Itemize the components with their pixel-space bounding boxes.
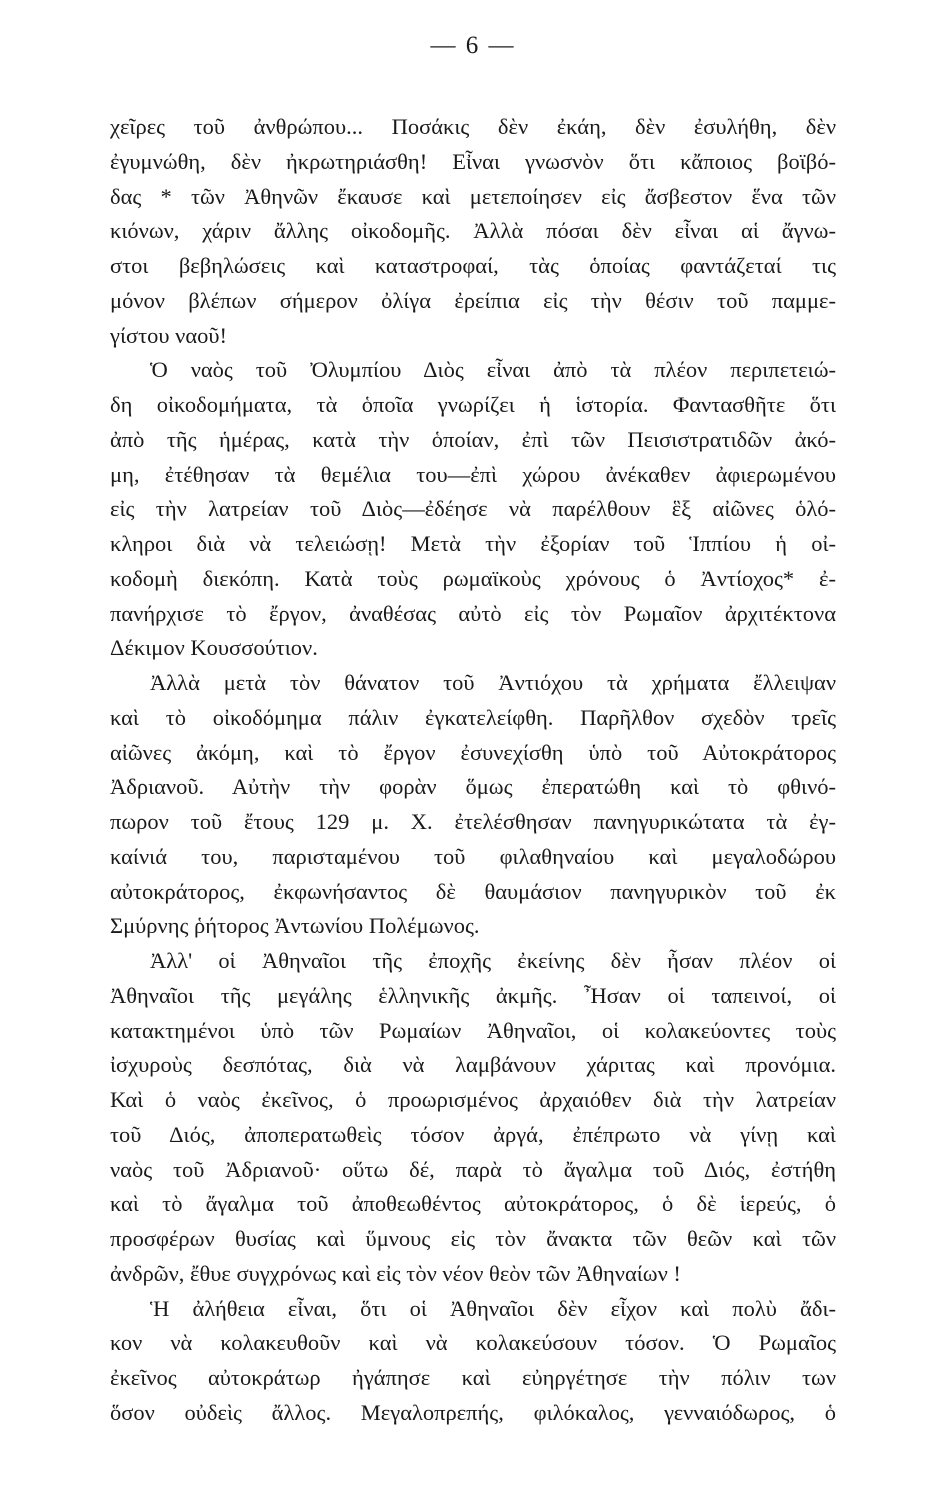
text-line: μόνον βλέπων σήμερον ὀλίγα ἐρείπια εἰς τὴν θέσιν τοῦ παμμε- (110, 287, 836, 313)
text-line: κληροι διὰ νὰ τελειώσῃ! Μετὰ τὴν ἐξορίαν τοῦ Ἱππίου ἡ οἰ- (110, 531, 836, 556)
text-line: στοι βεβηλώσεις καὶ καταστροφαί, τὰς ὁποίας φαντάζεταί τις (110, 253, 836, 278)
text-line: Σμύρνης ῥήτορος Ἀντωνίου Πολέμωνος. (110, 913, 480, 939)
text-line: αὐτοκράτορος, ἐκφωνήσαντος δὲ θαυμάσιον πανηγυρικὸν τοῦ ἐκ (110, 878, 836, 904)
text-line: μη, ἐτέθησαν τὰ θεμέλια του—ἐπὶ χώρου ἀνέκαθεν ἀφιερωμένου (110, 461, 836, 487)
text-line: κοδομὴ διεκόπη. Κατὰ τοὺς ρωμαϊκοὺς χρόνους ὁ Ἀντίοχος* ἐ- (110, 565, 836, 591)
text-line: Ἡ ἀλήθεια εἶναι, ὅτι οἱ Ἀθηναῖοι δὲν εἶχον καὶ πολὺ ἄδι- (150, 1295, 836, 1321)
text-line: κον νὰ κολακευθοῦν καὶ νὰ κολακεύσουν τόσον. Ὁ Ρωμαῖος (110, 1330, 836, 1356)
text-line: ὅσον οὐδεὶς ἄλλος. Μεγαλοπρεπής, φιλόκαλος, γενναιόδωρος, ὁ (110, 1399, 836, 1425)
text-line: ἀνδρῶν, ἔθυε συγχρόνως καὶ εἰς τὸν νέον θεὸν τῶν Ἀθηναίων ! (110, 1260, 681, 1286)
text-line: χεῖρες τοῦ ἀνθρώπου... Ποσάκις δὲν ἐκάη, δὲν ἐσυλήθη, δὲν (110, 114, 836, 139)
text-line: Ὁ ναὸς τοῦ Ὀλυμπίου Διὸς εἶναι ἀπὸ τὰ πλέον περιπετειώ- (150, 357, 836, 383)
text-line: δη οἰκοδομήματα, τὰ ὁποῖα γνωρίζει ἡ ἱστορία. Φαντασθῆτε ὅτι (110, 392, 836, 417)
text-line: κιόνων, χάριν ἄλλης οἰκοδομῆς. Ἀλλὰ πόσαι δὲν εἶναι αἱ ἄγνω- (110, 218, 836, 244)
text-line: Δέκιμον Κουσσούτιον. (110, 635, 318, 661)
page-number: — 6 — (430, 32, 516, 59)
text-line: Ἀθηναῖοι τῆς μεγάλης ἑλληνικῆς ἀκμῆς. Ἦσαν οἱ ταπεινοί, οἱ (110, 982, 836, 1008)
text-line: εἰς τὴν λατρείαν τοῦ Διὸς—ἐδέησε νὰ παρέλθουν ἓξ αἰῶνες ὁλό- (110, 496, 836, 522)
text-line: τοῦ Διός, ἀποπερατωθεὶς τόσον ἀργά, ἐπέπρωτο νὰ γίνῃ καὶ (110, 1121, 836, 1147)
text-line: αἰῶνες ἀκόμη, καὶ τὸ ἔργον ἐσυνεχίσθη ὑπὸ τοῦ Αὐτοκράτορος (110, 739, 836, 765)
text-line: ἐγυμνώθη, δὲν ἠκρωτηριάσθη! Εἶναι γνωσνὸν ὅτι κἄποιος βοϊβό- (110, 148, 836, 174)
text-line: ἰσχυροὺς δεσπότας, διὰ νὰ λαμβάνουν χάριτας καὶ προνόμια. (110, 1052, 836, 1078)
text-line: ἀπὸ τῆς ἡμέρας, κατὰ τὴν ὁποίαν, ἐπὶ τῶν Πεισιστρατιδῶν ἀκό- (110, 426, 836, 452)
text-line: ναὸς τοῦ Ἀδριανοῦ· οὕτω δέ, παρὰ τὸ ἄγαλμα τοῦ Διός, ἐστήθη (110, 1156, 836, 1182)
text-line: Ἀδριανοῦ. Αὐτὴν τὴν φορὰν ὅμως ἐπερατώθη καὶ τὸ φθινό- (110, 774, 836, 800)
text-line: καίνιά του, παρισταμένου τοῦ φιλαθηναίου καὶ μεγαλοδώρου (110, 843, 836, 869)
text-line: προσφέρων θυσίας καὶ ὕμνους εἰς τὸν ἄνακτα τῶν θεῶν καὶ τῶν (110, 1226, 836, 1251)
text-line: Ἀλλ' οἱ Ἀθηναῖοι τῆς ἐποχῆς ἐκείνης δὲν ἦσαν πλέον οἱ (150, 948, 836, 973)
text-line: γίστου ναοῦ! (110, 322, 228, 348)
body-text (110, 110, 836, 1431)
text-line: καὶ τὸ οἰκοδόμημα πάλιν ἐγκατελείφθη. Παρῆλθον σχεδὸν τρεῖς (110, 704, 836, 730)
text-line: Ἀλλὰ μετὰ τὸν θάνατον τοῦ Ἀντιόχου τὰ χρήματα ἔλλειψαν (150, 670, 836, 695)
text-line: κατακτημένοι ὑπὸ τῶν Ρωμαίων Ἀθηναῖοι, οἱ κολακεύοντες τοὺς (110, 1017, 836, 1043)
text-line: πανήρχισε τὸ ἔργον, ἀναθέσας αὐτὸ εἰς τὸν Ρωμαῖον ἀρχιτέκτονα (110, 600, 836, 626)
text-line: καὶ τὸ ἄγαλμα τοῦ ἀποθεωθέντος αὐτοκράτορος, ὁ δὲ ἱερεύς, ὁ (110, 1191, 836, 1217)
text-line: ἐκεῖνος αὐτοκράτωρ ἠγάπησε καὶ εὐηργέτησε τὴν πόλιν των (110, 1365, 836, 1390)
text-line: Καὶ ὁ ναὸς ἐκεῖνος, ὁ προωρισμένος ἀρχαιόθεν διὰ τὴν λατρείαν (110, 1087, 836, 1112)
text-line: πωρον τοῦ ἔτους 129 μ. Χ. ἐτελέσθησαν πανηγυρικώτατα τὰ ἐγ- (110, 809, 836, 834)
text-line: δας * τῶν Ἀθηνῶν ἔκαυσε καὶ μετεποίησεν εἰς ἄσβεστον ἕνα τῶν (110, 183, 836, 209)
